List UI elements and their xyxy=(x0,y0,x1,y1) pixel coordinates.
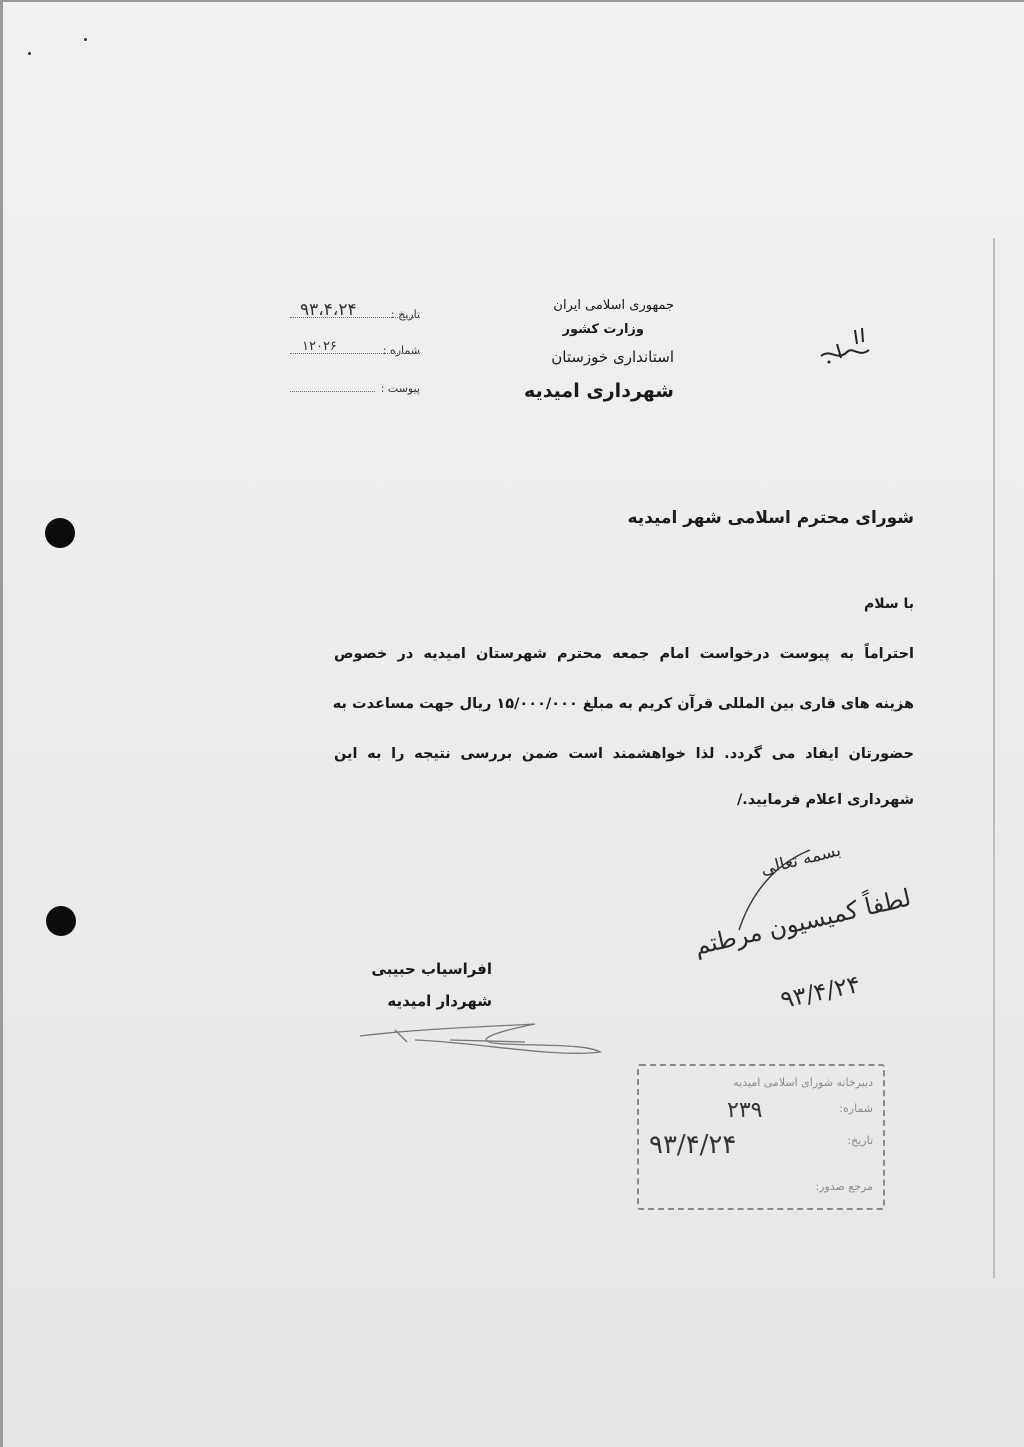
number-label: شماره : xyxy=(382,344,420,357)
date-field xyxy=(290,300,420,324)
stamp-number-label: شماره: xyxy=(839,1102,873,1115)
number-field xyxy=(290,339,420,360)
body-line: حضورتان ایفاد می گردد. لذا خواهشمند است ضمن بررسی نتیجه را به این xyxy=(334,746,914,762)
dotted-line xyxy=(290,391,375,392)
letterhead-province: استانداری خوزستان xyxy=(551,348,674,366)
signature-scribble xyxy=(355,1018,615,1072)
attachment-field xyxy=(290,382,420,398)
date-value: ۹۳،۴،۲۴ xyxy=(300,300,357,320)
stamp-number-value: ۲۳۹ xyxy=(727,1098,763,1123)
addressee: شورای محترم اسلامی شهر امیدیه xyxy=(627,508,914,528)
scan-edge-top xyxy=(0,0,1024,2)
stamp-title: دبیرخانه شورای اسلامی امیدیه xyxy=(733,1076,873,1089)
number-value: ۱۲۰۲۶ xyxy=(302,339,337,354)
letterhead-municipality: شهرداری امیدیه xyxy=(524,380,674,402)
date-label: تاریخ : xyxy=(390,308,420,321)
handwritten-note-heading: بسمه تعالی xyxy=(758,840,843,880)
basmala-logo xyxy=(815,322,875,372)
signer-title: شهردار امیدیه xyxy=(387,992,492,1010)
punch-hole-upper xyxy=(45,518,75,548)
letterhead-country: جمهوری اسلامی ایران xyxy=(553,298,674,313)
handwritten-note-text: لطفاً کمیسیون مرطتم xyxy=(691,883,914,961)
stamp-date-label: تاریخ: xyxy=(847,1134,873,1147)
scan-edge-left xyxy=(0,0,3,1447)
greeting: با سلام xyxy=(863,596,914,612)
handwritten-note-date: ۹۳/۴/۲۴ xyxy=(777,969,863,1015)
receipt-stamp xyxy=(637,1064,885,1210)
scan-edge-right xyxy=(993,238,995,1278)
scan-speck xyxy=(28,52,31,55)
punch-hole-lower xyxy=(46,906,76,936)
attachment-label: پیوست : xyxy=(380,382,420,395)
note-stroke xyxy=(725,842,825,946)
stamp-ref-label: مرجع صدور: xyxy=(815,1180,873,1193)
letterhead-ministry: وزارت کشور xyxy=(562,322,644,337)
body-line: شهرداری اعلام فرمایید./ xyxy=(737,792,914,808)
body-line: احتراماً به پیوست درخواست امام جمعه محترم شهرستان امیدیه در خصوص xyxy=(334,646,914,662)
signer-name: افراسیاب حبیبی xyxy=(371,960,492,978)
body-line: هزینه های قاری بین المللی قرآن کریم به مبلغ ۱۵/۰۰۰/۰۰۰ ریال جهت مساعدت به xyxy=(332,696,914,712)
stamp-date-value: ۹۳/۴/۲۴ xyxy=(649,1130,737,1160)
scan-speck xyxy=(84,38,87,41)
